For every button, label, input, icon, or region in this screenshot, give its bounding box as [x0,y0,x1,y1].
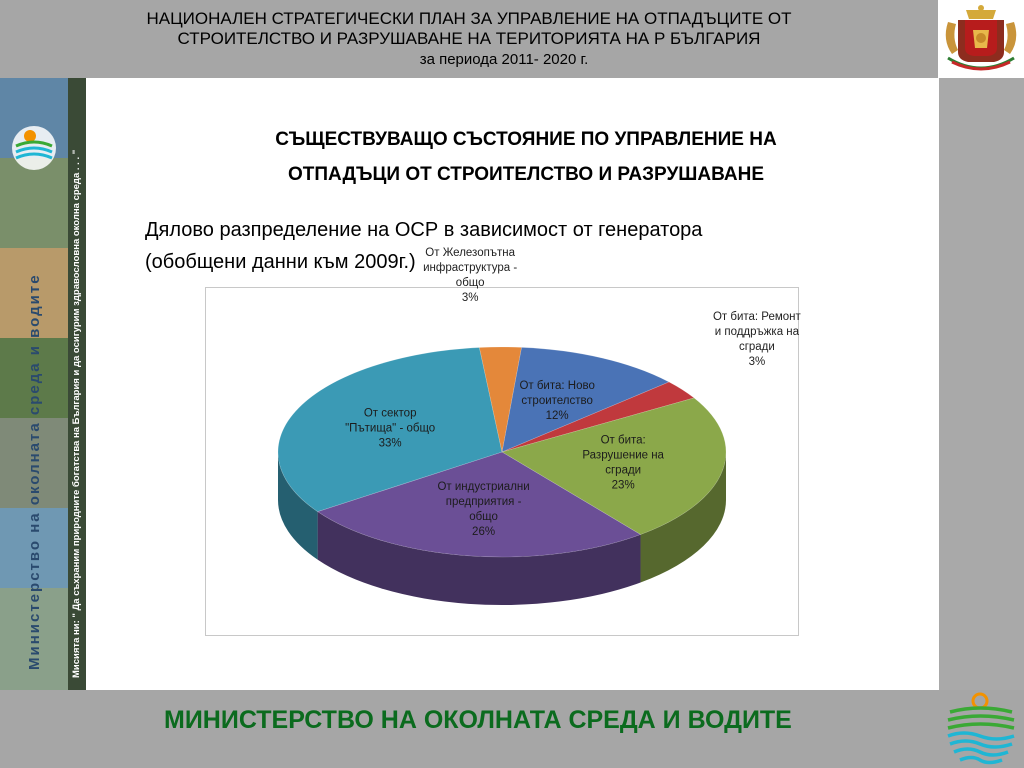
pie-value-label: 3% [748,355,766,368]
pie-category-label: сгради [738,340,775,353]
pie-label-1 [713,311,802,368]
pie-value-label: 3% [461,292,479,305]
footer-bar [0,690,1024,768]
sidebar-motto-text: Мисията ни: " Да съхраним природните богатства на България и да осигурим здравословна околна среда . . . " [71,149,82,678]
pie-value-label: 33% [378,437,402,450]
slide-title-line2: ОТПАДЪЦИ ОТ СТРОИТЕЛСТВО И РАЗРУШАВАНЕ [288,164,764,185]
pie-category-label: инфраструктура - [423,262,518,275]
pie-category-label: строителство [521,394,593,407]
pie-category-label: Разрушение на [582,449,664,462]
pie-category-label: и поддръжка на [714,325,800,338]
pie-category-label: "Пътища" - общо [345,422,436,435]
footer-title: МИНИСТЕРСТВО НА ОКОЛНАТА СРЕДА И ВОДИТЕ [164,706,792,734]
sidebar-ministry-text: Министерство на околната среда и водите [26,273,43,670]
pie-category-label: От сектор [363,407,417,420]
slide-subtitle-line2: (обобщени данни към 2009г.) [145,251,416,273]
pie-category-label: сгради [605,464,642,477]
header-title-line1: НАЦИОНАЛЕН СТРАТЕГИЧЕСКИ ПЛАН ЗА УПРАВЛЕНИЕ НА ОТПАДЪЦИТЕ ОТ [146,9,792,28]
coat-of-arms-logo [938,0,1024,78]
pie-category-label: От бита: [600,434,646,447]
pie-value-label: 26% [472,526,496,539]
pie-value-label: 12% [545,409,569,422]
slide-title [186,122,866,192]
slide-title-line1: СЪЩЕСТВУВАЩО СЪСТОЯНИЕ ПО УПРАВЛЕНИЕ НА [275,129,777,150]
header-period: за периода 2011- 2020 г. [419,51,589,68]
ministry-logo [938,690,1024,768]
pie-category-label: общо [469,511,498,524]
header-title-line2: СТРОИТЕЛСТВО И РАЗРУШАВАНЕ НА ТЕРИТОРИЯТА НА Р БЪЛГАРИЯ [177,29,761,48]
pie-category-label: От Железопътна [425,247,516,260]
pie-category-label: От бита: Ново [519,379,595,392]
pie-category-label: предприятия - [445,496,522,509]
sidebar-banner [0,78,86,690]
pie-category-label: общо [455,277,485,290]
pie-category-label: От индустриални [437,481,530,494]
header-bar [0,0,938,78]
slide-subtitle-line1: Дялово разпределение на ОСР в зависимост от генератора [145,219,703,241]
pie-value-label: 23% [611,479,635,492]
pie-category-label: От бита: Ремонт [712,310,801,323]
